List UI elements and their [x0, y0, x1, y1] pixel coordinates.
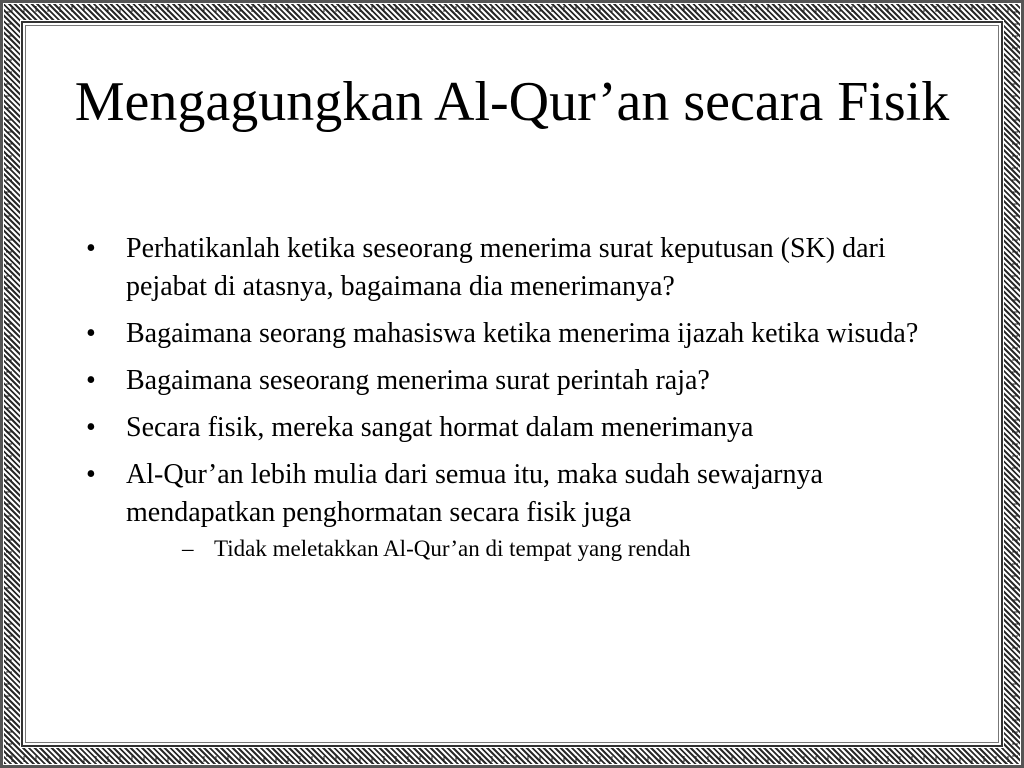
bullet-item [84, 409, 964, 447]
bullet-list [84, 230, 964, 564]
sub-bullet-marker: – [182, 536, 194, 561]
bullet-marker: • [86, 233, 96, 264]
bullet-text: Secara fisik, mereka sangat hormat dalam menerimanya [126, 412, 754, 443]
sub-bullet-item [126, 534, 964, 564]
slide-title: Mengagungkan Al-Qur’an secara Fisik [74, 71, 950, 133]
bullet-marker: • [86, 459, 96, 490]
bullet-text: Al-Qur’an lebih mulia dari semua itu, maka sudah sewajarnya mendapatkan penghormatan secara fisik juga [126, 459, 823, 528]
sub-bullet-text: Tidak meletakkan Al-Qur’an di tempat yang rendah [214, 536, 691, 561]
slide-content [84, 230, 964, 573]
bullet-item [84, 230, 964, 306]
bullet-item [84, 315, 964, 353]
bullet-marker: • [86, 365, 96, 396]
bullet-text: Perhatikanlah ketika seseorang menerima surat keputusan (SK) dari pejabat di atasnya, bagaimana dia menerimanya? [126, 233, 886, 302]
bullet-item [84, 456, 964, 564]
bullet-marker: • [86, 412, 96, 443]
bullet-text: Bagaimana seorang mahasiswa ketika menerima ijazah ketika wisuda? [126, 318, 919, 349]
bullet-text: Bagaimana seseorang menerima surat perintah raja? [126, 365, 710, 396]
sub-bullet-list [126, 534, 964, 564]
bullet-item [84, 362, 964, 400]
bullet-marker: • [86, 318, 96, 349]
